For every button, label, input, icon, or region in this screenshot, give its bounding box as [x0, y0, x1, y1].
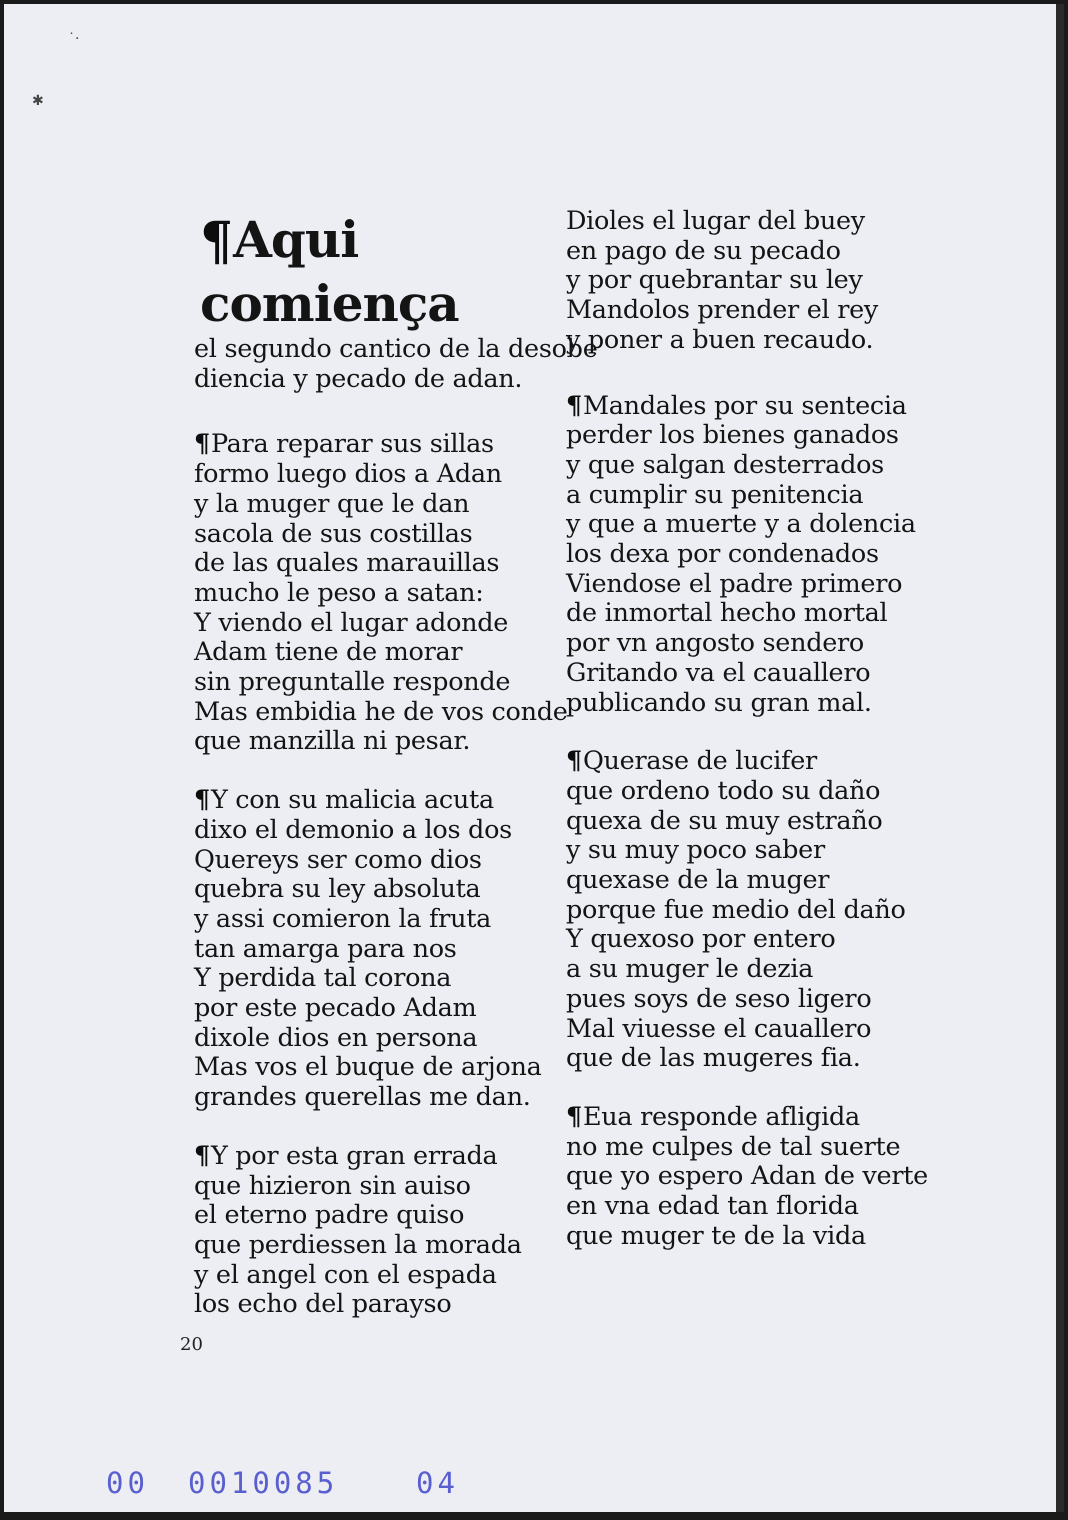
text-line: que yo espero Adan de verte — [566, 1161, 928, 1192]
text-line: quebra su ley absoluta — [194, 874, 481, 905]
text-line: Mas vos el buque de arjona — [194, 1052, 542, 1083]
text-line: en vna edad tan florida — [566, 1191, 859, 1222]
document-page — [4, 4, 1064, 1512]
text-line: dixo el demonio a los dos — [194, 814, 512, 845]
text-line — [194, 430, 564, 460]
stanza — [566, 392, 936, 719]
ink-speck: ✱ — [32, 93, 44, 109]
text-line: tan amarga para nos — [194, 933, 457, 964]
text-line: quexase de la muger — [566, 865, 830, 896]
text-line — [194, 1142, 564, 1172]
pilcrow-icon: ¶ — [194, 429, 210, 460]
text-line: publicando su gran mal. — [566, 687, 872, 718]
text-line: a cumplir su penitencia — [566, 479, 864, 510]
archive-stamp-number: 0010085 — [188, 1466, 339, 1500]
text-line: el segundo cantico de la desobe — [194, 334, 598, 364]
text-line: de inmortal hecho mortal — [566, 598, 888, 629]
text-line: mucho le peso a satan: — [194, 577, 484, 608]
text-line — [566, 747, 936, 777]
stanza — [566, 207, 936, 356]
text-line: por vn angosto sendero — [566, 628, 864, 659]
text-line: los dexa por condenados — [566, 539, 879, 570]
text-line — [566, 392, 936, 422]
text-line: Y quexoso por entero — [566, 924, 836, 955]
archive-stamp-prefix: 00 — [106, 1466, 149, 1500]
text-line: y el angel con el espada — [194, 1259, 497, 1290]
text-line-content: Y por esta gran errada — [210, 1140, 498, 1171]
text-line: Mal viuesse el cauallero — [566, 1013, 872, 1044]
heading — [200, 209, 564, 335]
archive-stamp-suffix: 04 — [416, 1466, 459, 1500]
text-line: Y perdida tal corona — [194, 963, 452, 994]
text-line — [194, 786, 564, 816]
text-line: Gritando va el cauallero — [566, 657, 871, 688]
pilcrow-icon: ¶ — [566, 1101, 582, 1132]
text-line: grandes querellas me dan. — [194, 1082, 531, 1113]
text-line — [566, 1103, 936, 1133]
text-line-content: Y con su malicia acuta — [210, 785, 494, 816]
text-line: sacola de sus costillas — [194, 518, 473, 549]
text-line: porque fue medio del daño — [566, 894, 906, 925]
text-line: no me culpes de tal suerte — [566, 1131, 901, 1162]
stanza — [194, 429, 568, 757]
text-line: dixole dios en persona — [194, 1022, 478, 1053]
text-line: pues soys de seso ligero — [566, 983, 872, 1014]
text-line: Y viendo el lugar adonde — [194, 607, 509, 638]
text-line: y poner a buen recaudo. — [566, 324, 874, 355]
text-line: Mandolos prender el rey — [566, 295, 878, 326]
text-line: que hizieron sin auiso — [194, 1170, 471, 1201]
text-line-content: Querase de lucifer — [582, 746, 817, 777]
text-line: que ordeno todo su daño — [566, 775, 881, 806]
text-line: y que salgan desterrados — [566, 449, 884, 480]
text-line: a su muger le dezia — [566, 954, 814, 985]
pilcrow-icon: ¶ — [566, 746, 582, 777]
stanza — [566, 747, 936, 1074]
text-line: Dioles el lugar del buey — [566, 206, 865, 236]
pilcrow-icon: ¶ — [200, 211, 233, 272]
text-line-content: Eua responde afligida — [582, 1101, 860, 1132]
text-line: y por quebrantar su ley — [566, 265, 863, 296]
text-line: el eterno padre quiso — [194, 1200, 465, 1231]
text-line: y que a muerte y a dolencia — [566, 509, 916, 540]
text-line: y assi comieron la fruta — [194, 903, 492, 934]
page-number: 20 — [180, 1334, 203, 1355]
text-line: en pago de su pecado — [566, 235, 841, 266]
pilcrow-icon: ¶ — [194, 785, 210, 816]
ink-speck: ˙· — [68, 31, 80, 47]
text-line: que perdiessen la morada — [194, 1229, 522, 1260]
text-line: formo luego dios a Adan — [194, 459, 502, 490]
text-line: de las quales marauillas — [194, 548, 500, 579]
stanza — [194, 1142, 564, 1320]
text-line: quexa de su muy estraño — [566, 805, 883, 836]
text-line: Mas embidia he de vos conde — [194, 696, 568, 727]
pilcrow-icon: ¶ — [194, 1140, 210, 1171]
text-line: sin preguntalle responde — [194, 667, 511, 698]
text-line: Adam tiene de morar — [194, 637, 463, 668]
stanza — [566, 1103, 936, 1252]
left-column — [194, 209, 598, 1349]
text-line: y la muger que le dan — [194, 488, 470, 519]
text-line: los echo del parayso — [194, 1289, 452, 1320]
stanza — [194, 786, 564, 1113]
heading-title: Aqui comiença — [200, 210, 459, 333]
text-line: por este pecado Adam — [194, 993, 477, 1024]
pilcrow-icon: ¶ — [566, 390, 582, 421]
text-line-content: Mandales por su sentecia — [582, 390, 907, 421]
text-line-content: Para reparar sus sillas — [210, 429, 494, 460]
text-line: que de las mugeres fia. — [566, 1043, 861, 1074]
text-line: diencia y pecado de adan. — [194, 363, 523, 394]
heading-subtitle — [194, 334, 598, 394]
text-line: y su muy poco saber — [566, 835, 825, 866]
text-line: que manzilla ni pesar. — [194, 726, 471, 757]
text-line: perder los bienes ganados — [566, 420, 899, 451]
text-line: Quereys ser como dios — [194, 844, 482, 875]
text-line: que muger te de la vida — [566, 1220, 866, 1251]
right-column — [566, 207, 936, 1281]
text-line: Viendose el padre primero — [566, 568, 903, 599]
